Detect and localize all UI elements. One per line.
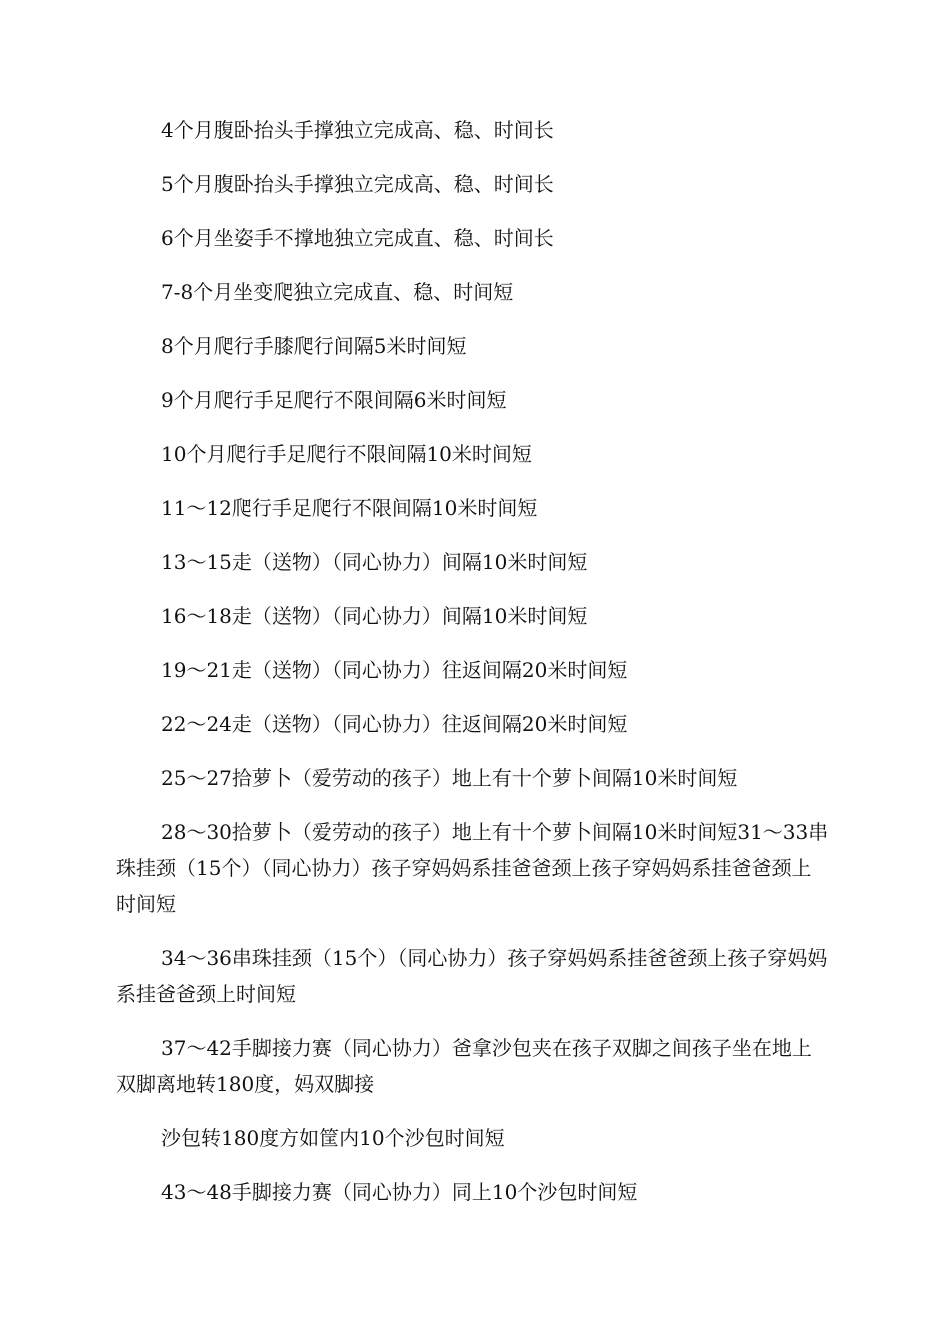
paragraph-4-months: 4个月腹卧抬头手撑独立完成高、稳、时间长: [161, 118, 554, 142]
paragraph-13-15: 13～15走（送物）（同心协力）间隔10米时间短: [161, 550, 588, 574]
paragraph-9-months: 9个月爬行手足爬行不限间隔6米时间短: [161, 388, 507, 412]
paragraph-7-8-months: 7-8个月坐变爬独立完成直、稳、时间短: [161, 280, 514, 304]
paragraph-16-18: 16～18走（送物）（同心协力）间隔10米时间短: [161, 604, 588, 628]
paragraph-37-42: 37～42手脚接力赛（同心协力）爸拿沙包夹在孩子双脚之间孩子坐在地上双脚离地转180度，妈双脚接: [116, 1036, 812, 1096]
paragraph-22-24: 22～24走（送物）（同心协力）往返间隔20米时间短: [161, 712, 628, 736]
paragraph-11-12: 11～12爬行手足爬行不限间隔10米时间短: [161, 496, 538, 520]
paragraph-19-21: 19～21走（送物）（同心协力）往返间隔20米时间短: [161, 658, 628, 682]
paragraph-10-months: 10个月爬行手足爬行不限间隔10米时间短: [161, 442, 532, 466]
paragraph-25-27: 25～27拾萝卜（爱劳动的孩子）地上有十个萝卜间隔10米时间短: [161, 766, 738, 790]
paragraph-43-48: 43～48手脚接力赛（同心协力）同上10个沙包时间短: [161, 1180, 638, 1204]
paragraph-sandbag-continuation: 沙包转180度方如筐内10个沙包时间短: [161, 1126, 505, 1150]
document-body: [116, 112, 830, 1228]
paragraph-6-months: 6个月坐姿手不撑地独立完成直、稳、时间长: [161, 226, 554, 250]
paragraph-28-33: 28～30拾萝卜（爱劳动的孩子）地上有十个萝卜间隔10米时间短31～33串珠挂颈（15个）（同心协力）孩子穿妈妈系挂爸爸颈上孩子穿妈妈系挂爸爸颈上时间短: [116, 820, 829, 916]
paragraph-8-months: 8个月爬行手膝爬行间隔5米时间短: [161, 334, 467, 358]
paragraph-5-months: 5个月腹卧抬头手撑独立完成高、稳、时间长: [161, 172, 554, 196]
paragraph-34-36: 34～36串珠挂颈（15个）（同心协力）孩子穿妈妈系挂爸爸颈上孩子穿妈妈系挂爸爸颈上时间短: [116, 946, 828, 1006]
